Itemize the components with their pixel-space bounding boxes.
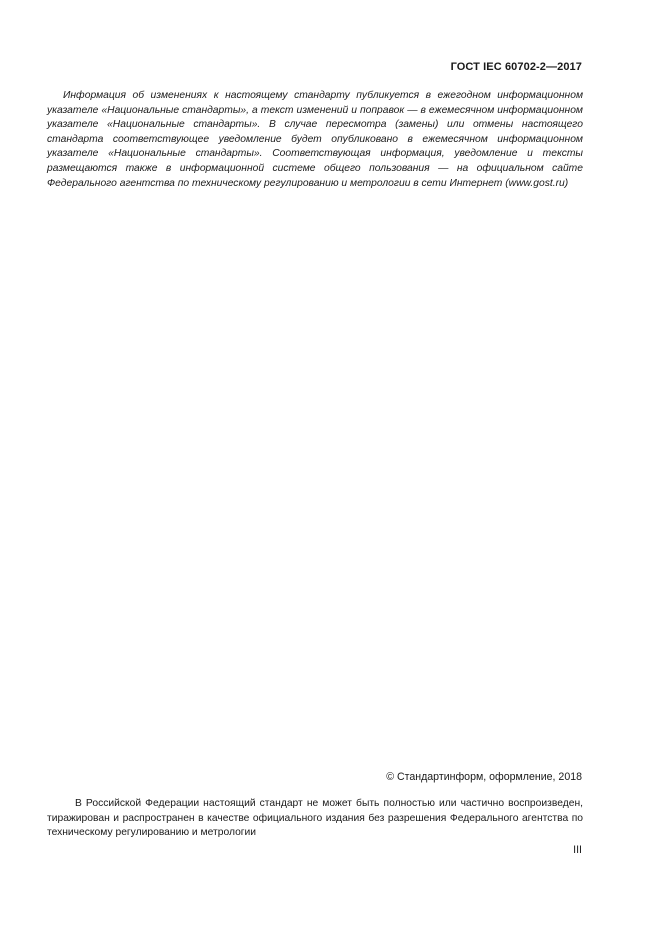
page-number: III (573, 844, 582, 856)
info-paragraph: Информация об изменениях к настоящему стандарту публикуется в ежегодном информационном указателе «Национальные стандарты», а текст изменений и поправок — в ежемесячном информационном указателе «Национальные стандарты». В случае пересмотра (замены) или отмены настоящего стандарта соответствующее уведомление будет опубликовано в ежемесячном информационном указателе «Национальные стандарты». Соответствующая информация, уведомление и тексты размещаются также в информационной системе общего пользования — на официальном сайте Федерального агентства по техническому регулированию и метрологии в сети Интернет (www.gost.ru) (47, 90, 583, 189)
copyright-line: © Стандартинформ, оформление, 2018 (386, 771, 582, 783)
notice-paragraph: В Российской Федерации настоящий стандарт не может быть полностью или частично воспроизведен, тиражирован и распространен в качестве официального издания без разрешения Федерального агентства по техническому регулированию и метрологии (47, 798, 583, 839)
info-block (47, 89, 583, 191)
document-code: ГОСТ IEC 60702-2—2017 (450, 61, 582, 73)
reproduction-notice (47, 797, 583, 841)
